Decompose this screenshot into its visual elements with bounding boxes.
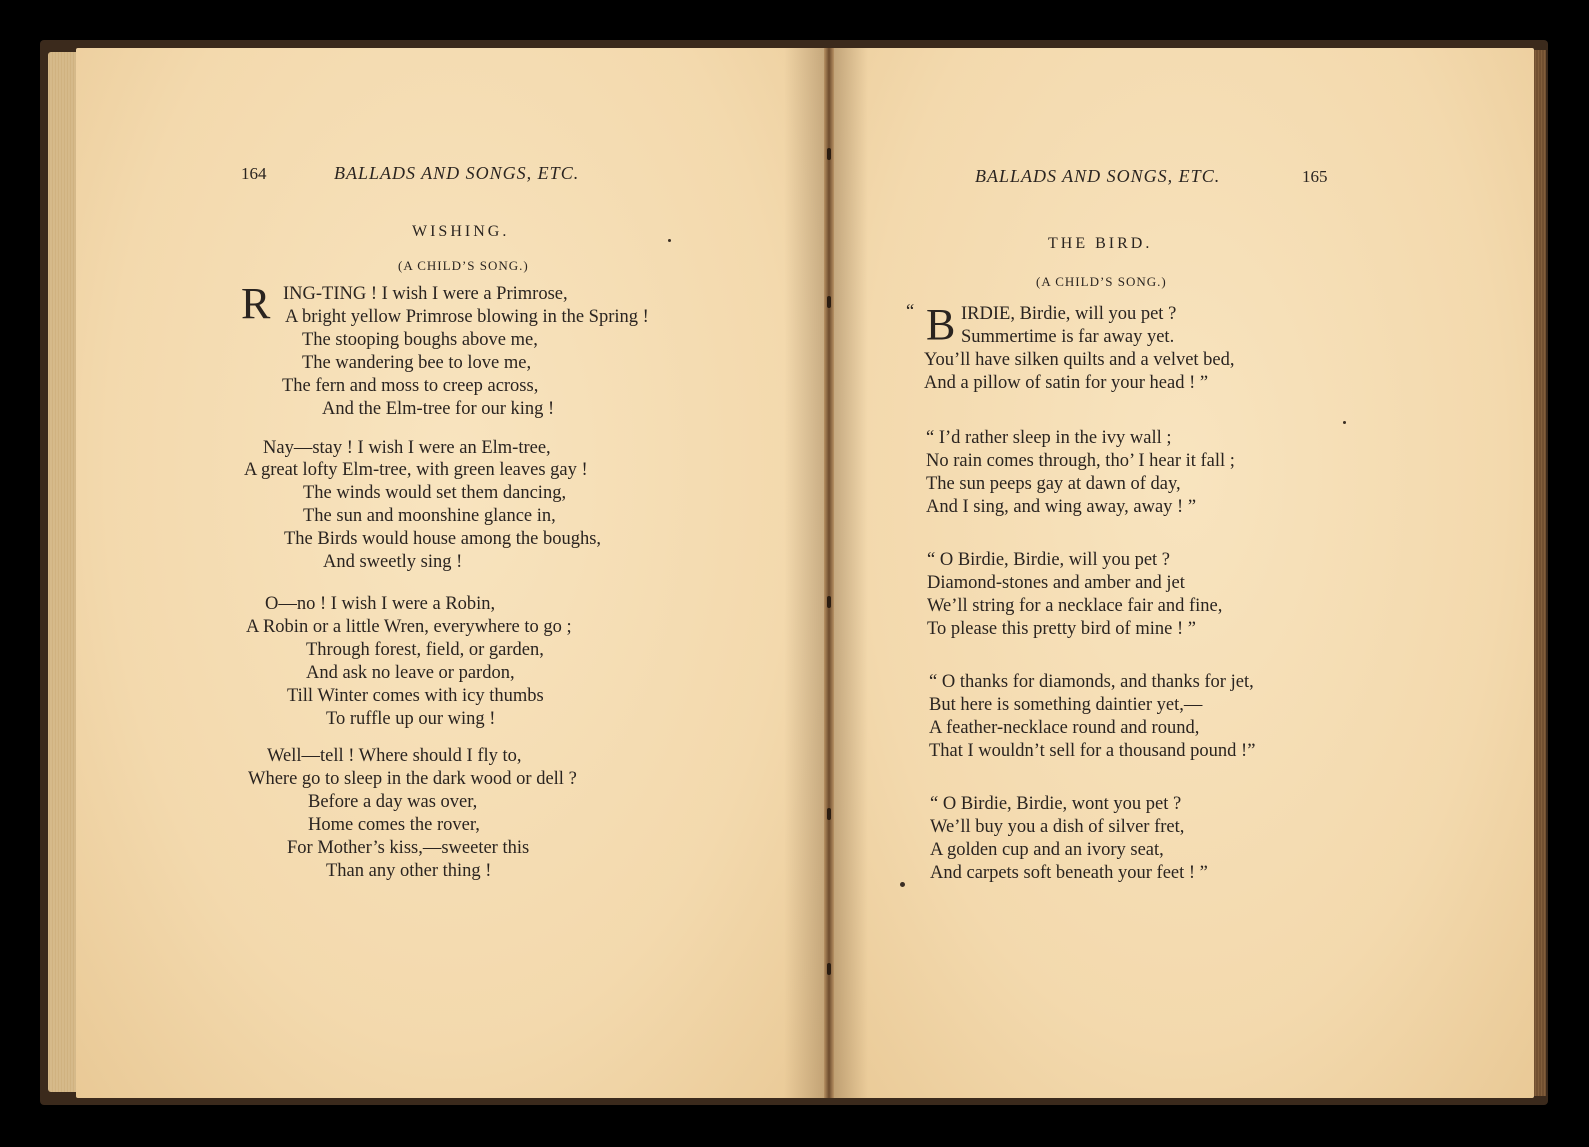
poem-line: The winds would set them dancing,: [303, 483, 567, 503]
ink-speck: [900, 882, 905, 887]
left-drop-cap: R: [241, 279, 271, 328]
poem-line: A great lofty Elm-tree, with green leaves gay !: [244, 460, 588, 480]
ink-speck: [668, 239, 671, 242]
left-poem-subtitle: (A CHILD’S SONG.): [398, 258, 529, 273]
poem-line: A Robin or a little Wren, everywhere to go ;: [246, 617, 572, 637]
poem-line: Till Winter comes with icy thumbs: [287, 686, 544, 706]
poem-line: The fern and moss to creep across,: [282, 376, 539, 396]
poem-line: The sun peeps gay at dawn of day,: [926, 474, 1181, 494]
poem-line: Through forest, field, or garden,: [306, 640, 544, 660]
poem-line: To please this pretty bird of mine ! ”: [927, 619, 1196, 639]
poem-line: Well—tell ! Where should I fly to,: [267, 746, 522, 766]
poem-line: That I wouldn’t sell for a thousand pound !”: [929, 741, 1256, 761]
right-running-head: BALLADS AND SONGS, ETC.: [975, 166, 1221, 186]
poem-line: O—no ! I wish I were a Robin,: [265, 594, 496, 614]
page-edges-left: [48, 52, 76, 1092]
poem-line: A feather-necklace round and round,: [929, 718, 1200, 738]
left-running-head: BALLADS AND SONGS, ETC.: [334, 163, 580, 183]
poem-line: A bright yellow Primrose blowing in the Spring !: [285, 307, 649, 327]
poem-line: “ O Birdie, Birdie, wont you pet ?: [930, 794, 1182, 814]
poem-line: And a pillow of satin for your head ! ”: [924, 373, 1209, 393]
right-page-number: 165: [1302, 167, 1328, 186]
poem-line: Than any other thing !: [326, 861, 492, 881]
poem-line: The wandering bee to love me,: [302, 353, 532, 373]
poem-line: IRDIE, Birdie, will you pet ?: [961, 304, 1177, 324]
poem-line: For Mother’s kiss,—sweeter this: [287, 838, 530, 858]
poem-line: Home comes the rover,: [308, 815, 480, 835]
poem-line: Nay—stay ! I wish I were an Elm-tree,: [263, 438, 551, 458]
poem-line: A golden cup and an ivory seat,: [930, 840, 1164, 860]
poem-line: Summertime is far away yet.: [961, 327, 1175, 347]
poem-line: Diamond-stones and amber and jet: [927, 573, 1185, 593]
poem-line: We’ll buy you a dish of silver fret,: [930, 817, 1185, 837]
poem-line: The stooping boughs above me,: [302, 330, 538, 350]
poem-line: ING-TING ! I wish I were a Primrose,: [283, 284, 568, 304]
poem-line: We’ll string for a necklace fair and fine,: [927, 596, 1223, 616]
poem-line: No rain comes through, tho’ I hear it fall ;: [926, 451, 1235, 471]
open-quote: “: [906, 302, 915, 322]
poem-line: And sweetly sing !: [323, 552, 463, 572]
poem-line: Before a day was over,: [308, 792, 478, 812]
right-drop-cap: B: [926, 300, 956, 349]
left-poem-title: WISHING.: [412, 223, 510, 240]
ink-speck: [1343, 421, 1346, 424]
poem-line: And carpets soft beneath your feet ! ”: [930, 863, 1208, 883]
left-page-number: 164: [241, 164, 267, 183]
gutter: [824, 48, 834, 1098]
poem-line: Where go to sleep in the dark wood or dell ?: [248, 769, 577, 789]
poem-line: The sun and moonshine glance in,: [303, 506, 556, 526]
poem-line: And ask no leave or pardon,: [306, 663, 515, 683]
right-poem-subtitle: (A CHILD’S SONG.): [1036, 274, 1167, 289]
right-poem-title: THE BIRD.: [1048, 235, 1153, 252]
poem-line: But here is something daintier yet,—: [929, 695, 1203, 715]
poem-line: “ I’d rather sleep in the ivy wall ;: [926, 428, 1172, 448]
poem-line: To ruffle up our wing !: [326, 709, 496, 729]
poem-line: “ O Birdie, Birdie, will you pet ?: [927, 550, 1171, 570]
poem-line: “ O thanks for diamonds, and thanks for jet,: [929, 672, 1254, 692]
poem-line: The Birds would house among the boughs,: [284, 529, 602, 549]
poem-line: You’ll have silken quilts and a velvet bed,: [924, 350, 1235, 370]
page-edges-right: [1534, 50, 1546, 1096]
open-book: [40, 40, 1548, 1105]
poem-line: And I sing, and wing away, away ! ”: [926, 497, 1197, 517]
poem-line: And the Elm-tree for our king !: [322, 399, 555, 419]
